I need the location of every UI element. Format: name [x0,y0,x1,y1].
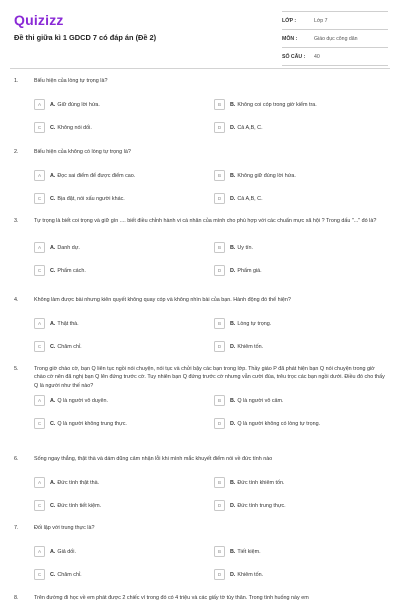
option-c[interactable]: C C. Chăm chỉ. [34,341,82,352]
option-text: Q là người không có lòng tự trọng. [237,420,321,427]
option-a[interactable]: A A. Q là người vô duyên. [34,395,108,406]
question-number: 7. [14,525,19,531]
page-title: Đề thi giữa kì 1 GDCD 7 có đáp án (Đề 2) [14,33,157,42]
question-text: Biểu hiện của lòng tự trọng là? [34,78,108,84]
option-text: Uy tín. [237,244,253,251]
option-text: Đức tính thật thà. [57,479,100,486]
question-1 [14,77,386,131]
option-box: D [214,193,225,204]
option-box: B [214,170,225,181]
option-box: D [214,122,225,133]
option-a[interactable]: A A. Giữ đúng lời hứa. [34,99,100,110]
question-6 [14,455,386,509]
option-box: C [34,193,45,204]
option-box: D [214,265,225,276]
option-box: D [214,500,225,511]
option-text: Lòng tự trọng. [237,320,272,327]
option-c[interactable]: C C. Đức tính tiết kiệm. [34,500,101,511]
question-number: 8. [14,595,19,601]
option-text: Q là người vô cảm. [237,397,284,404]
option-box: B [214,395,225,406]
option-box: B [214,546,225,557]
quizizz-logo: Quizizz [14,12,64,28]
option-b[interactable]: B B. Q là người vô cảm. [214,395,284,406]
option-c[interactable]: C C. Không nói dối. [34,122,92,133]
option-box: A [34,99,45,110]
option-box: A [34,170,45,181]
option-d[interactable]: D D. Cả A,B, C. [214,122,263,133]
option-text: Chăm chỉ. [57,571,82,578]
option-text: Giữ đúng lời hứa. [57,101,100,108]
option-d[interactable]: D D. Khiêm tốn. [214,341,263,352]
meta-row-subject [282,30,388,48]
option-text: Phẩm cách. [57,267,86,274]
meta-label: SỐ CÂU : [282,53,306,60]
option-text: Q là người không trung thực. [57,420,127,427]
option-text: Danh dự. [57,244,80,251]
question-text: Không làm được bài nhưng kiên quyết không quay cóp và không nhìn bài của bạn. Hành động đó thể hiện? [34,297,291,303]
option-box: A [34,395,45,406]
option-text: Đức tính trung thực. [237,502,286,509]
question-3 [14,217,386,274]
option-d[interactable]: D D. Đức tính trung thực. [214,500,286,511]
question-text: Sống ngay thẳng, thật thà và dám dũng cảm nhận lỗi khi mình mắc khuyết điểm nói về đức tính nào [34,456,273,462]
option-box: B [214,318,225,329]
option-box: B [214,477,225,488]
option-text: Tiết kiệm. [237,548,261,555]
option-a[interactable]: A A. Giả dối. [34,546,76,557]
question-number: 1. [14,78,19,84]
option-a[interactable]: A A. Thật thà. [34,318,79,329]
option-text: Đức tính khiêm tốn. [237,479,285,486]
option-text: Phẩm giá. [237,267,262,274]
question-text: Trong giờ chào cờ, bạn Q liên tục ngồi nói chuyện, nói tục và chửi bậy các bạn trong lớp. Thầy giáo P đã phát hiện bạn Q nói chuyện trong giờ chào cờ nên đã nghị bạn Q lên đứng trước cờ. Tuy nhiên bạn Q đứng trước cờ nhưng vẫn cười đùa, trêu trọc các bạn ngồi dưới. Điều đó cho thấy Q là người như thế nào? [34,366,385,389]
option-box: B [214,99,225,110]
option-text: Cả A,B, C. [237,195,263,202]
option-box: D [214,569,225,580]
option-text: Không coi cóp trong giờ kiểm tra. [237,101,317,108]
question-4 [14,296,386,350]
option-c[interactable]: C C. Bịa đặt, nói xấu người khác. [34,193,125,204]
meta-value: Giáo dục công dân [314,35,358,42]
option-box: C [34,341,45,352]
meta-table [282,11,388,66]
option-box: A [34,477,45,488]
question-text: Trên đường đi học về em phát được 2 chiếc ví trong đó có 4 triệu và các giấy tờ tùy thân. Trong tình huống này em [34,595,309,601]
question-number: 5. [14,366,19,372]
question-text: Tự trọng là biết coi trọng và giữ gìn .... biết điều chỉnh hành vi cá nhân của mình cho phù hợp với các chuẩn mực xã hội ? Trong dấu "..." đó là? [34,218,377,224]
option-a[interactable]: A A. Đức tính thật thà. [34,477,99,488]
option-text: Không nói dối. [57,124,92,131]
option-b[interactable]: B B. Không coi cóp trong giờ kiểm tra. [214,99,317,110]
question-8 [14,594,386,602]
option-text: Bịa đặt, nói xấu người khác. [57,195,125,202]
question-number: 2. [14,149,19,155]
option-b[interactable]: B B. Lòng tự trọng. [214,318,271,329]
question-number: 3. [14,218,19,224]
option-box: C [34,569,45,580]
option-text: Đọc sai điểm để được điểm cao. [57,172,136,179]
header-divider [10,68,390,69]
option-c[interactable]: C C. Chăm chỉ. [34,569,82,580]
option-d[interactable]: D D. Cả A,B, C. [214,193,263,204]
option-a[interactable]: A A. Danh dự. [34,242,80,253]
option-box: D [214,418,225,429]
option-text: Khiêm tốn. [237,571,264,578]
option-b[interactable]: B B. Đức tính khiêm tốn. [214,477,284,488]
option-box: B [214,242,225,253]
option-box: C [34,418,45,429]
meta-label: MÔN : [282,35,298,42]
option-text: Cả A,B, C. [237,124,263,131]
question-text: Đối lập với trung thực là? [34,525,95,531]
option-box: C [34,265,45,276]
meta-label: LỚP : [282,17,297,24]
meta-value: Lớp 7 [314,17,328,24]
question-7 [14,524,386,578]
option-a[interactable]: A A. Đọc sai điểm để được điểm cao. [34,170,135,181]
option-text: Không giữ đúng lời hứa. [237,172,296,179]
meta-value: 40 [314,53,320,60]
option-c[interactable]: C C. Q là người không trung thực. [34,418,127,429]
option-box: A [34,318,45,329]
option-box: C [34,500,45,511]
option-text: Thật thà. [57,320,79,327]
question-5 [14,365,386,427]
option-d[interactable]: D D. Q là người không có lòng tự trọng. [214,418,320,429]
option-text: Khiêm tốn. [237,343,264,350]
meta-row-count [282,48,388,66]
option-box: A [34,546,45,557]
question-text: Biểu hiện của không có lòng tự trọng là? [34,149,131,155]
question-number: 6. [14,456,19,462]
option-b[interactable]: B B. Uy tín. [214,242,253,253]
option-text: Chăm chỉ. [57,343,82,350]
option-box: D [214,341,225,352]
option-text: Giả dối. [57,548,76,555]
option-d[interactable]: D D. Khiêm tốn. [214,569,263,580]
option-text: Đức tính tiết kiệm. [57,502,102,509]
option-b[interactable]: B B. Không giữ đúng lời hứa. [214,170,296,181]
option-b[interactable]: B B. Tiết kiệm. [214,546,261,557]
meta-row-class [282,11,388,30]
option-c[interactable]: C C. Phẩm cách. [34,265,86,276]
question-2 [14,148,386,202]
option-d[interactable]: D D. Phẩm giá. [214,265,262,276]
option-box: A [34,242,45,253]
option-text: Q là người vô duyên. [57,397,109,404]
question-number: 4. [14,297,19,303]
option-box: C [34,122,45,133]
